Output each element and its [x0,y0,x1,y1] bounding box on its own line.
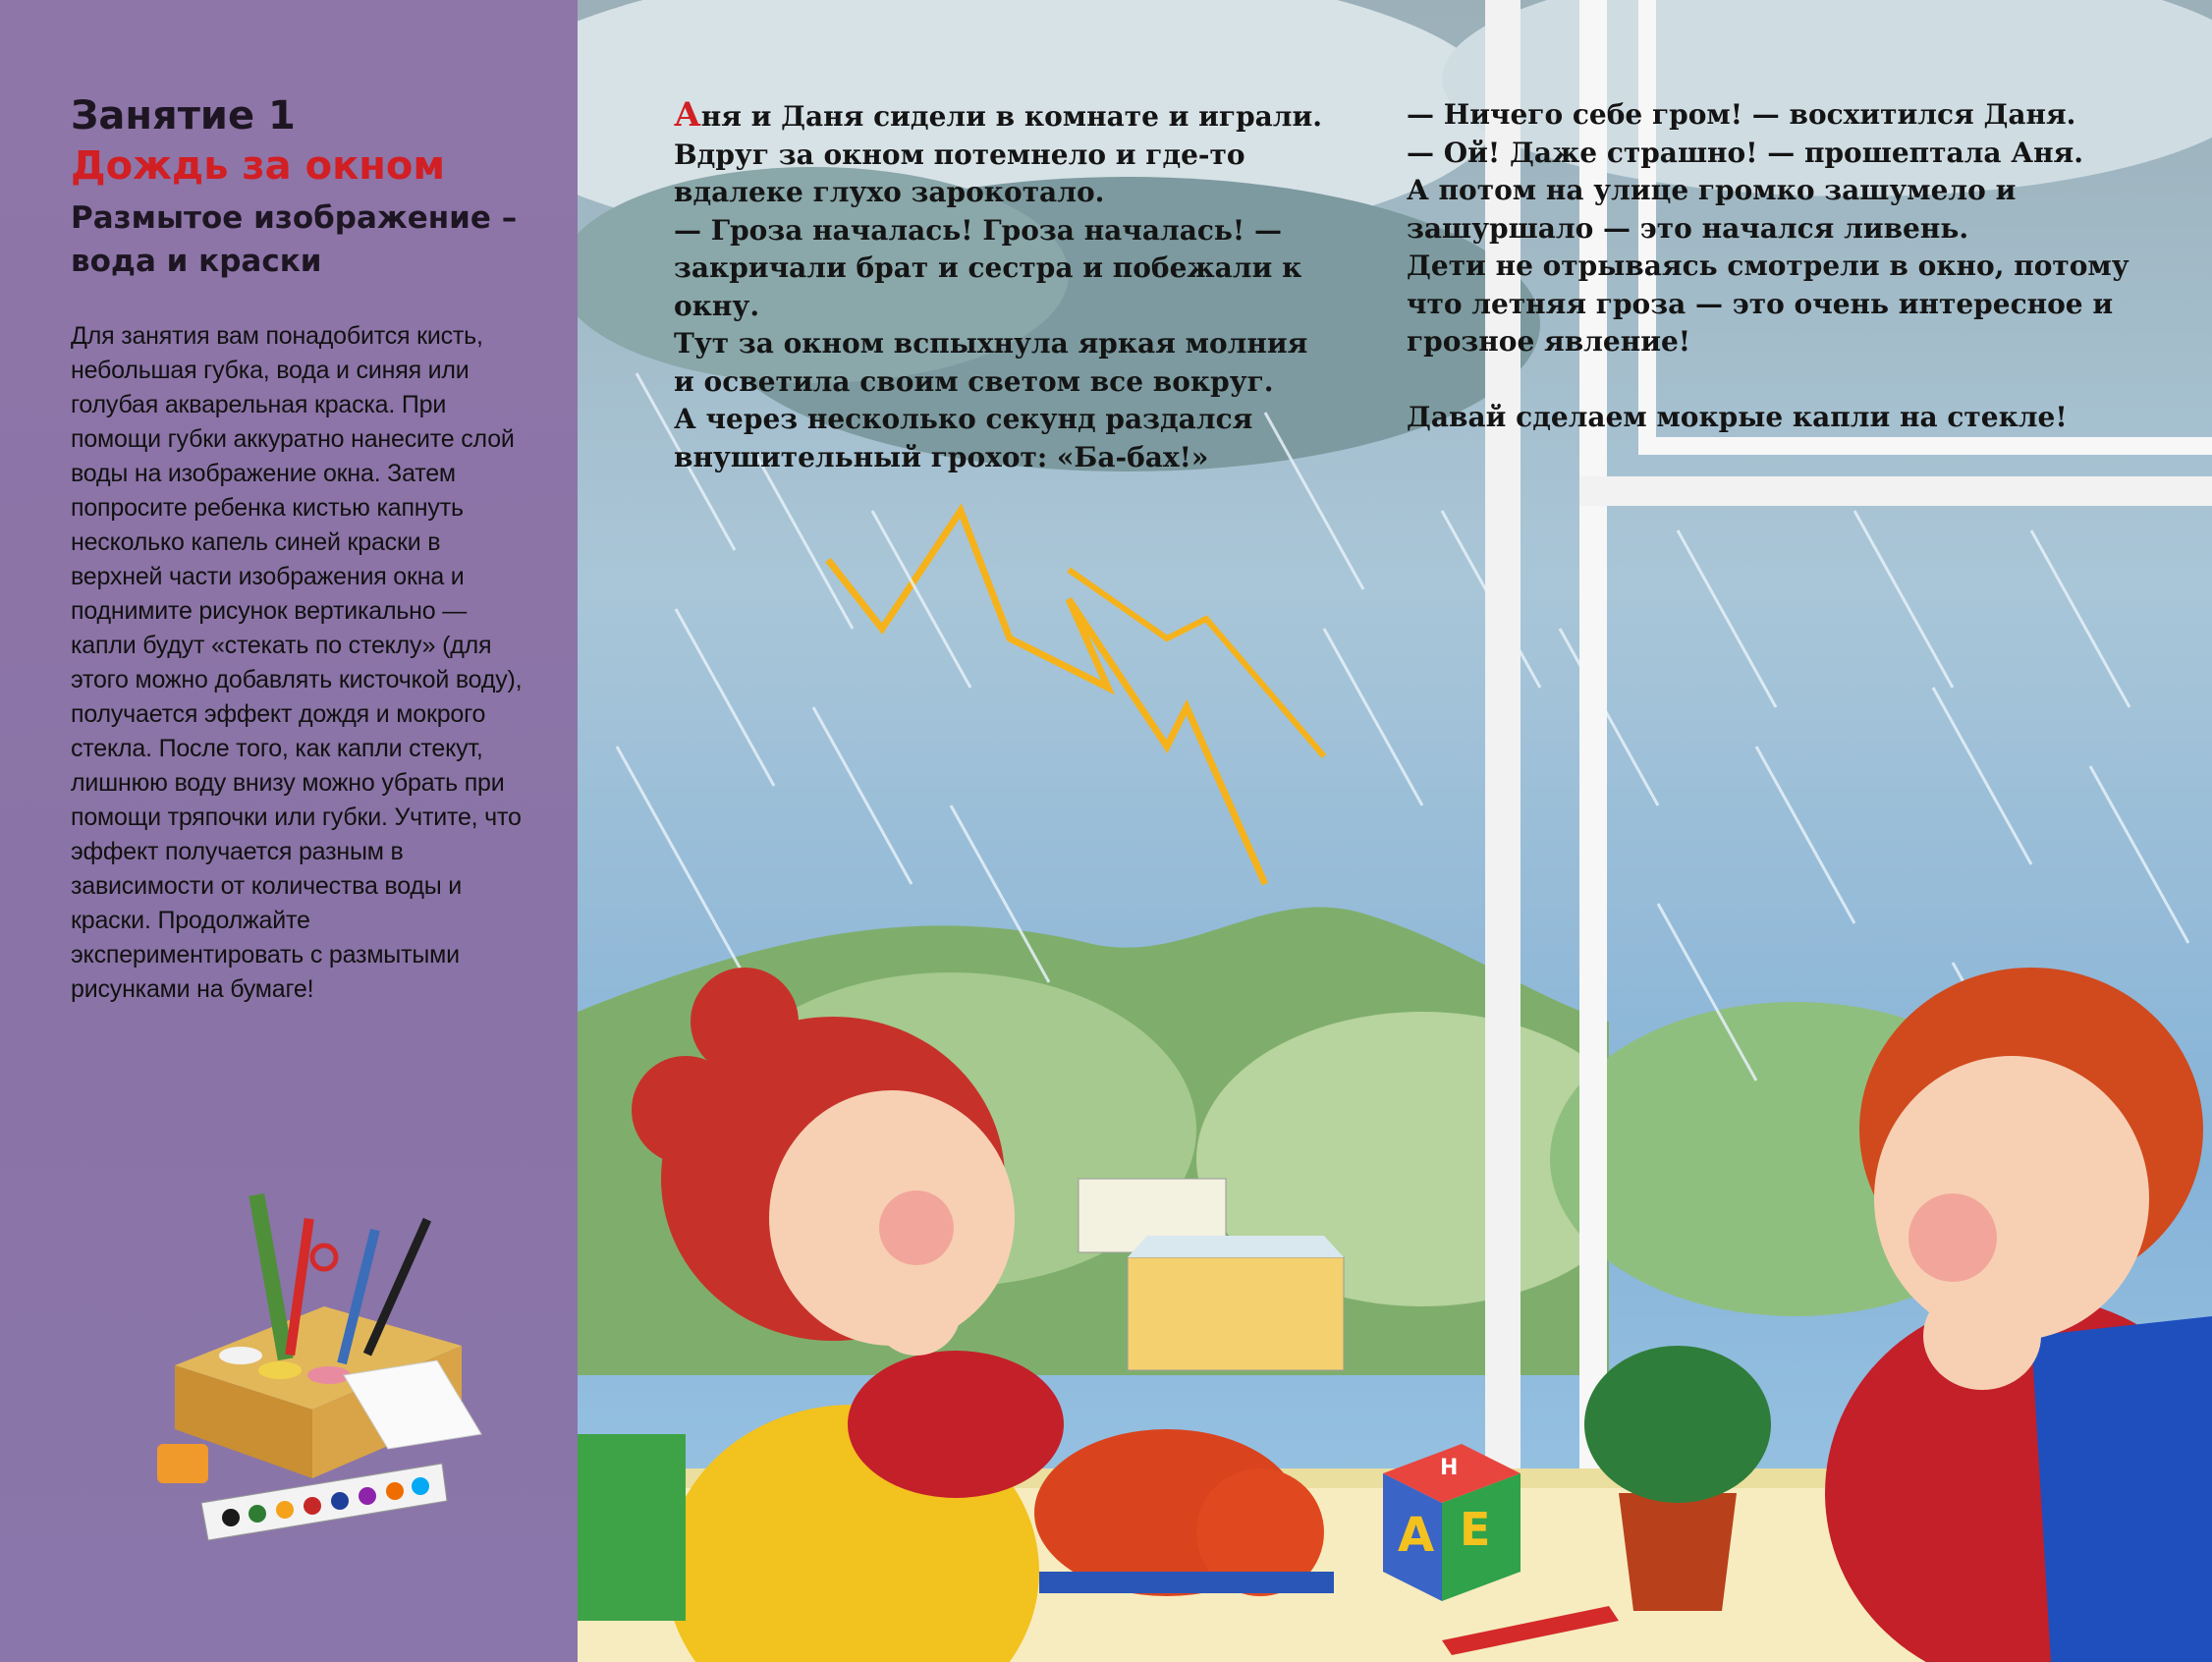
cube-letter-e: Е [1460,1503,1491,1556]
story-paragraph: — Гроза началась! Гроза началась! — закричали брат и сестра и побежали к окну. [674,213,1302,322]
lesson-number: Занятие 1 [71,93,296,138]
story-paragraph: А потом на улице громко зашумело и зашуршало — это начался ливень. [1407,174,2017,245]
drop-cap: А [674,95,701,135]
story-paragraph: — Ой! Даже страшно! — прошептала Аня. [1407,136,2083,169]
instruction-sidebar [0,0,578,1662]
story-paragraph: Вдруг за окном потемнело и где-то вдалеке глухо зарокотало. [674,138,1245,208]
art-supplies-illustration [0,0,578,1662]
lesson-title: Дождь за окном [71,143,446,189]
story-illustration [578,0,2212,1662]
cube-letter-n: Н [1440,1456,1459,1480]
story-paragraph [674,96,1332,137]
story-paragraph: Тут за окном вспыхнула яркая молния и осветила своим светом все вокруг. [674,327,1308,398]
story-call-to-action: Давай сделаем мокрые капли на стекле! [1407,400,2068,433]
story-left-column [674,96,1332,476]
story-paragraph: — Ничего себе гром! — восхитился Даня. [1407,98,2076,131]
story-right-column [1407,96,2173,436]
cube-letter-a: А [1398,1508,1435,1563]
story-first-line: ня и Даня сидели в комнате и играли. [700,100,1323,133]
lesson-subtitle: Размытое изображение – вода и краски [71,200,518,279]
paragraph-spacer [1407,361,2173,399]
story-paragraph: А через несколько секунд раздался внушительный грохот: «Ба-бах!» [674,403,1253,473]
instructions-text: Для занятия вам понадобится кисть, небольшая губка, вода и синяя или голубая акварельная краска. При помощи губки аккуратно нанесите слой воды на изображение окна. Затем попросите ребенка кистью капнуть несколько капель синей краски в верхней части изображения окна и поднимите рисунок вертикально — капли будут «стекать по стеклу» (для этого можно добавлять кисточкой воду), получается эффект дождя и мокрого стекла. После того, как капли стекут, лишнюю воду внизу можно убрать при помощи тряпочки или губки. Учтите, что эффект получается разным в зависимости от количества воды и краски. Продолжайте экспериментировать с размытыми рисунками на бумаге! [71,322,523,1003]
story-paragraph: Дети не отрываясь смотрели в окно, потому что летняя гроза — это очень интересное и грозное явление! [1407,249,2129,358]
